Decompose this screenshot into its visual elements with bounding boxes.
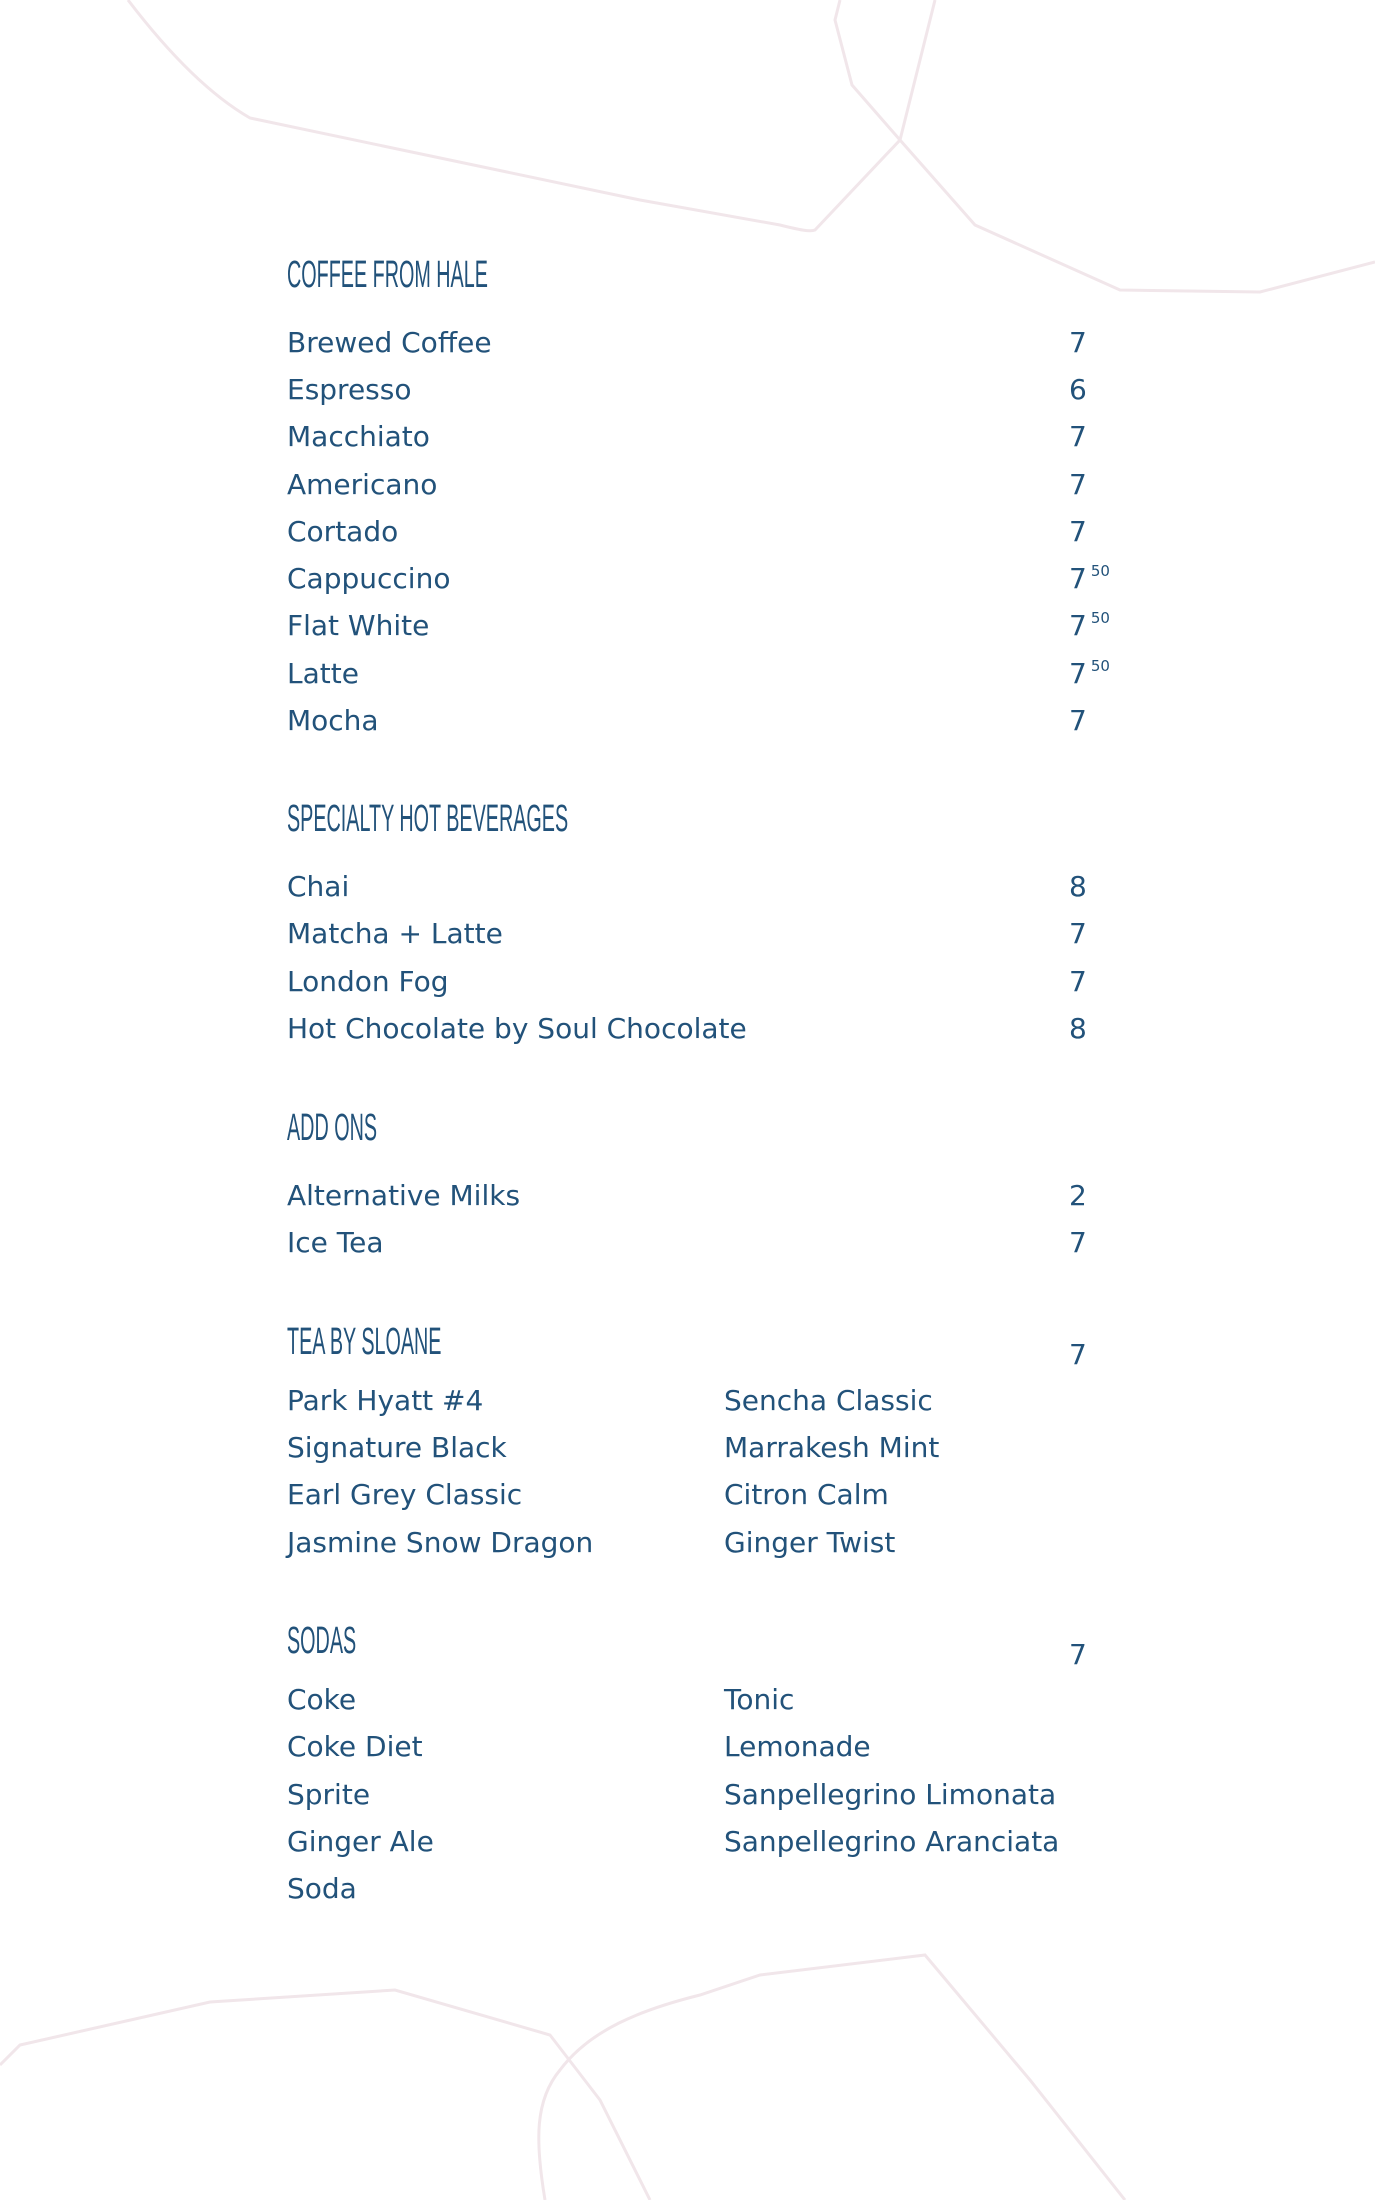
soda-item: Lemonade	[724, 1730, 871, 1763]
soda-item: Sanpellegrino Limonata	[724, 1778, 1057, 1811]
menu-item: Mocha	[287, 704, 379, 737]
heading-coffee: COFFEE FROM HALE	[287, 254, 488, 296]
tea-item: Sencha Classic	[724, 1384, 933, 1417]
menu-price: 7	[1069, 420, 1087, 453]
menu-item: Matcha + Latte	[287, 917, 503, 950]
menu-price: 7	[1069, 917, 1087, 950]
menu-price: 6	[1069, 373, 1087, 406]
heading-addons: ADD ONS	[287, 1107, 378, 1149]
menu-item: Cappuccino	[287, 562, 451, 595]
menu-price: 7	[1069, 326, 1087, 359]
menu-price: 7 $^{50}$	[1069, 657, 1110, 690]
menu-item: Americano	[287, 468, 438, 501]
soda-item: Coke	[287, 1683, 357, 1716]
menu-item: Alternative Milks	[287, 1179, 521, 1212]
menu-price: 8	[1069, 1012, 1087, 1045]
menu-item: Flat White	[287, 609, 430, 642]
menu-item: Ice Tea	[287, 1226, 384, 1259]
menu-price: 8	[1069, 870, 1087, 903]
heading-tea: TEA BY SLOANE	[287, 1321, 442, 1363]
tea-item: Jasmine Snow Dragon	[287, 1526, 594, 1559]
tea-item: Marrakesh Mint	[724, 1431, 940, 1464]
tea-item: Signature Black	[287, 1431, 507, 1464]
menu-price: 7 $^{50}$	[1069, 609, 1110, 642]
tea-item: Earl Grey Classic	[287, 1478, 523, 1511]
menu-price: 7	[1069, 965, 1087, 998]
soda-item: Soda	[287, 1872, 357, 1905]
sodas-price: 7	[1069, 1638, 1087, 1671]
menu-price: 2	[1069, 1179, 1087, 1212]
soda-item: Sprite	[287, 1778, 371, 1811]
menu-price: 7 $^{50}$	[1069, 562, 1110, 595]
menu-item: Chai	[287, 870, 350, 903]
menu-item: Latte	[287, 657, 359, 690]
soda-item: Ginger Ale	[287, 1825, 434, 1858]
soda-item: Tonic	[724, 1683, 795, 1716]
menu-price: 7	[1069, 704, 1087, 737]
tea-item: Park Hyatt #4	[287, 1384, 484, 1417]
soda-item: Sanpellegrino Aranciata	[724, 1825, 1060, 1858]
tea-item: Citron Calm	[724, 1478, 889, 1511]
menu-item: London Fog	[287, 965, 449, 998]
heading-specialty: SPECIALTY HOT BEVERAGES	[287, 798, 569, 840]
menu-item: Brewed Coffee	[287, 326, 492, 359]
heading-sodas: SODAS	[287, 1620, 357, 1662]
menu-price: 7	[1069, 1226, 1087, 1259]
tea-price: 7	[1069, 1338, 1087, 1371]
menu-item: Macchiato	[287, 420, 430, 453]
soda-item: Coke Diet	[287, 1730, 423, 1763]
menu-price: 7	[1069, 515, 1087, 548]
menu-item: Espresso	[287, 373, 412, 406]
menu-price: 7	[1069, 468, 1087, 501]
tea-item: Ginger Twist	[724, 1526, 896, 1559]
menu-item: Hot Chocolate by Soul Chocolate	[287, 1012, 747, 1045]
menu-item: Cortado	[287, 515, 399, 548]
